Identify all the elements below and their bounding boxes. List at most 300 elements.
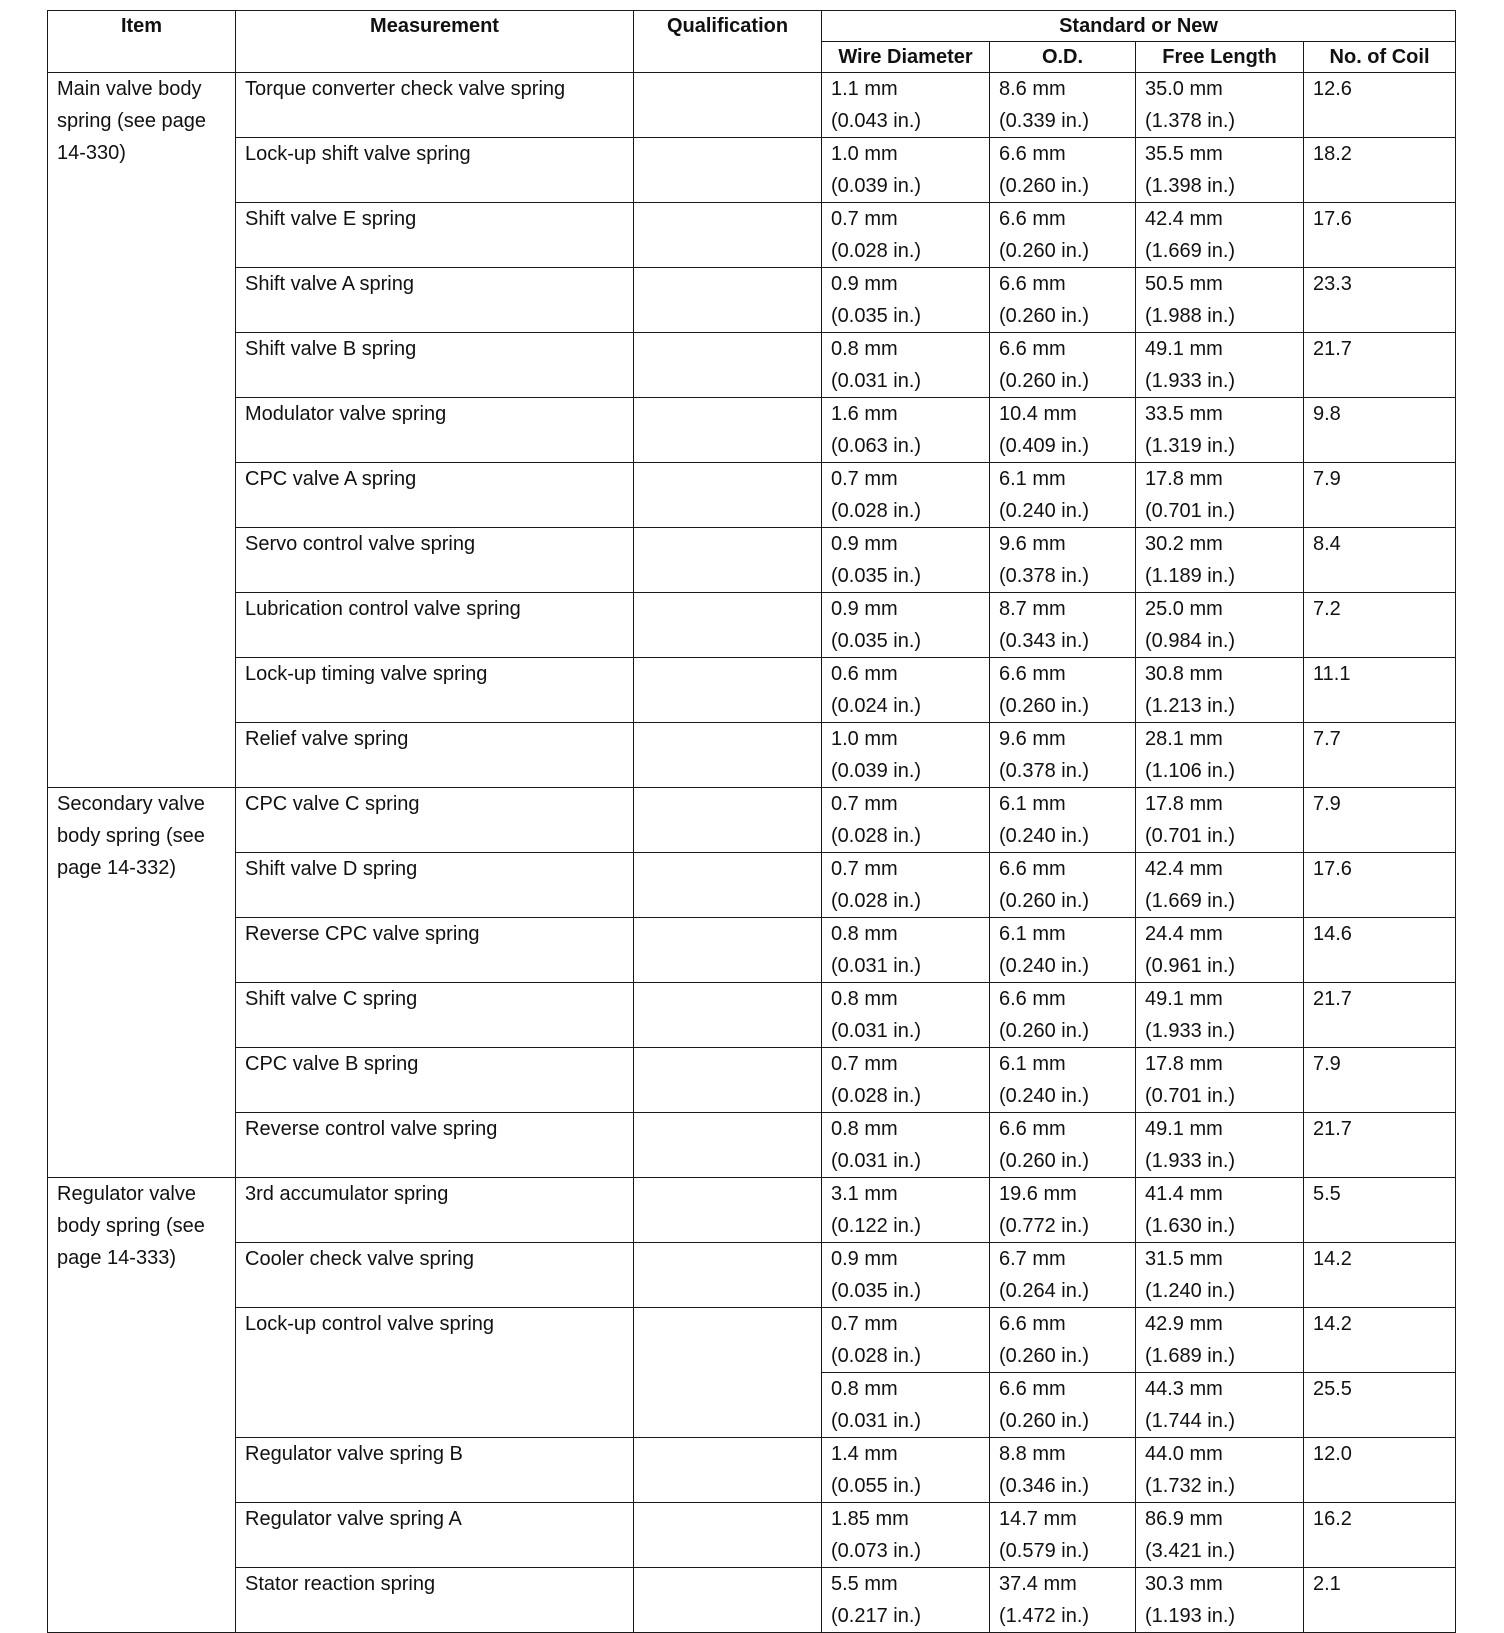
free-length-in: (0.961 in.): [1145, 955, 1236, 977]
od-in: (0.260 in.): [999, 175, 1090, 197]
free-length-cell: [1136, 1373, 1304, 1438]
table-row: [48, 268, 1456, 333]
table-header: [48, 11, 1456, 73]
table-row: [48, 1503, 1456, 1568]
free-length-in: (1.933 in.): [1145, 1150, 1236, 1172]
wire-diameter-mm: 0.7 mm: [831, 208, 898, 230]
od-mm: 8.8 mm: [999, 1443, 1066, 1465]
measurement-cell: Regulator valve spring B: [236, 1438, 634, 1503]
od-cell: [990, 1178, 1136, 1243]
od-mm: 9.6 mm: [999, 728, 1066, 750]
wire-diameter-mm: 1.4 mm: [831, 1443, 898, 1465]
wire-diameter-in: (0.024 in.): [831, 695, 922, 717]
wire-diameter-mm: 1.1 mm: [831, 78, 898, 100]
free-length-mm: 49.1 mm: [1145, 988, 1223, 1010]
qualification-cell: [634, 983, 822, 1048]
free-length-in: (1.744 in.): [1145, 1410, 1236, 1432]
od-in: (0.240 in.): [999, 500, 1090, 522]
measurement-cell: Lock-up timing valve spring: [236, 658, 634, 723]
free-length-mm: 42.9 mm: [1145, 1313, 1223, 1335]
table-row: [48, 1568, 1456, 1633]
wire-diameter-cell: [822, 398, 990, 463]
wire-diameter-in: (0.122 in.): [831, 1215, 922, 1237]
coil-count-cell: 14.2: [1304, 1243, 1456, 1308]
free-length-in: (0.984 in.): [1145, 630, 1236, 652]
measurement-cell: 3rd accumulator spring: [236, 1178, 634, 1243]
qualification-cell: [634, 853, 822, 918]
measurement-cell: CPC valve A spring: [236, 463, 634, 528]
free-length-in: (1.630 in.): [1145, 1215, 1236, 1237]
table-row: [48, 723, 1456, 788]
measurement-cell: Reverse CPC valve spring: [236, 918, 634, 983]
wire-diameter-cell: [822, 853, 990, 918]
od-cell: [990, 1308, 1136, 1373]
wire-diameter-cell: [822, 1113, 990, 1178]
qualification-cell: [634, 268, 822, 333]
coil-count-cell: 9.8: [1304, 398, 1456, 463]
qualification-cell: [634, 138, 822, 203]
free-length-mm: 44.3 mm: [1145, 1378, 1223, 1400]
od-mm: 9.6 mm: [999, 533, 1066, 555]
item-group-cell: Regulator valve body spring (see page 14-333): [48, 1178, 236, 1633]
free-length-in: (1.398 in.): [1145, 175, 1236, 197]
free-length-cell: [1136, 788, 1304, 853]
qualification-cell: [634, 788, 822, 853]
free-length-mm: 17.8 mm: [1145, 468, 1223, 490]
wire-diameter-mm: 0.7 mm: [831, 1313, 898, 1335]
wire-diameter-in: (0.031 in.): [831, 1150, 922, 1172]
free-length-in: (3.421 in.): [1145, 1540, 1236, 1562]
measurement-cell: Modulator valve spring: [236, 398, 634, 463]
wire-diameter-mm: 0.9 mm: [831, 598, 898, 620]
free-length-mm: 24.4 mm: [1145, 923, 1223, 945]
wire-diameter-cell: [822, 1048, 990, 1113]
coil-count-cell: 16.2: [1304, 1503, 1456, 1568]
wire-diameter-cell: [822, 1438, 990, 1503]
coil-count-cell: 7.9: [1304, 788, 1456, 853]
od-cell: [990, 658, 1136, 723]
measurement-cell: Shift valve E spring: [236, 203, 634, 268]
free-length-cell: [1136, 1243, 1304, 1308]
od-cell: [990, 528, 1136, 593]
free-length-in: (1.689 in.): [1145, 1345, 1236, 1367]
wire-diameter-mm: 0.8 mm: [831, 338, 898, 360]
wire-diameter-mm: 0.7 mm: [831, 858, 898, 880]
coil-count-cell: 17.6: [1304, 203, 1456, 268]
free-length-mm: 41.4 mm: [1145, 1183, 1223, 1205]
wire-diameter-mm: 0.7 mm: [831, 793, 898, 815]
coil-count-cell: 14.2: [1304, 1308, 1456, 1373]
coil-count-cell: 21.7: [1304, 333, 1456, 398]
wire-diameter-cell: [822, 1178, 990, 1243]
free-length-in: (0.701 in.): [1145, 825, 1236, 847]
od-in: (0.346 in.): [999, 1475, 1090, 1497]
wire-diameter-cell: [822, 138, 990, 203]
qualification-cell: [634, 1243, 822, 1308]
measurement-cell: Cooler check valve spring: [236, 1243, 634, 1308]
od-mm: 8.6 mm: [999, 78, 1066, 100]
od-mm: 6.7 mm: [999, 1248, 1066, 1270]
coil-count-cell: 11.1: [1304, 658, 1456, 723]
header-od: O.D.: [990, 42, 1136, 73]
od-mm: 6.6 mm: [999, 208, 1066, 230]
coil-count-cell: 14.6: [1304, 918, 1456, 983]
free-length-mm: 35.5 mm: [1145, 143, 1223, 165]
free-length-cell: [1136, 593, 1304, 658]
header-qualification: Qualification: [634, 11, 822, 73]
wire-diameter-in: (0.031 in.): [831, 370, 922, 392]
qualification-cell: [634, 658, 822, 723]
od-cell: [990, 1568, 1136, 1633]
coil-count-cell: 12.0: [1304, 1438, 1456, 1503]
wire-diameter-in: (0.031 in.): [831, 955, 922, 977]
measurement-cell: Lock-up shift valve spring: [236, 138, 634, 203]
od-cell: [990, 1438, 1136, 1503]
free-length-cell: [1136, 853, 1304, 918]
coil-count-cell: 12.6: [1304, 73, 1456, 138]
od-mm: 6.6 mm: [999, 1313, 1066, 1335]
measurement-cell: CPC valve B spring: [236, 1048, 634, 1113]
measurement-cell: Relief valve spring: [236, 723, 634, 788]
table-body: [48, 73, 1456, 1633]
od-in: (0.378 in.): [999, 760, 1090, 782]
table-row: [48, 853, 1456, 918]
wire-diameter-mm: 0.9 mm: [831, 1248, 898, 1270]
free-length-in: (0.701 in.): [1145, 1085, 1236, 1107]
coil-count-cell: 21.7: [1304, 983, 1456, 1048]
table-row: [48, 1308, 1456, 1373]
wire-diameter-mm: 0.8 mm: [831, 988, 898, 1010]
wire-diameter-cell: [822, 918, 990, 983]
od-cell: [990, 1243, 1136, 1308]
free-length-in: (1.669 in.): [1145, 890, 1236, 912]
measurement-cell: Stator reaction spring: [236, 1568, 634, 1633]
header-free-length: Free Length: [1136, 42, 1304, 73]
free-length-mm: 17.8 mm: [1145, 1053, 1223, 1075]
free-length-in: (1.189 in.): [1145, 565, 1236, 587]
od-in: (1.472 in.): [999, 1605, 1090, 1627]
od-mm: 10.4 mm: [999, 403, 1077, 425]
free-length-cell: [1136, 268, 1304, 333]
qualification-cell: [634, 1048, 822, 1113]
od-in: (0.260 in.): [999, 890, 1090, 912]
coil-count-cell: 23.3: [1304, 268, 1456, 333]
table-row: [48, 333, 1456, 398]
coil-count-cell: 8.4: [1304, 528, 1456, 593]
wire-diameter-in: (0.028 in.): [831, 825, 922, 847]
od-mm: 19.6 mm: [999, 1183, 1077, 1205]
table-row: [48, 203, 1456, 268]
od-mm: 6.1 mm: [999, 468, 1066, 490]
wire-diameter-mm: 0.7 mm: [831, 468, 898, 490]
coil-count-cell: 7.7: [1304, 723, 1456, 788]
wire-diameter-cell: [822, 593, 990, 658]
free-length-mm: 33.5 mm: [1145, 403, 1223, 425]
measurement-cell: CPC valve C spring: [236, 788, 634, 853]
free-length-mm: 49.1 mm: [1145, 338, 1223, 360]
table-row: [48, 1048, 1456, 1113]
od-cell: [990, 788, 1136, 853]
wire-diameter-mm: 1.85 mm: [831, 1508, 909, 1530]
wire-diameter-cell: [822, 658, 990, 723]
wire-diameter-in: (0.055 in.): [831, 1475, 922, 1497]
wire-diameter-mm: 0.8 mm: [831, 1118, 898, 1140]
free-length-cell: [1136, 1113, 1304, 1178]
free-length-cell: [1136, 1048, 1304, 1113]
table-row: [48, 1438, 1456, 1503]
free-length-in: (1.106 in.): [1145, 760, 1236, 782]
od-cell: [990, 593, 1136, 658]
coil-count-cell: 17.6: [1304, 853, 1456, 918]
free-length-in: (1.988 in.): [1145, 305, 1236, 327]
free-length-in: (1.732 in.): [1145, 1475, 1236, 1497]
wire-diameter-mm: 0.9 mm: [831, 273, 898, 295]
od-in: (0.240 in.): [999, 825, 1090, 847]
free-length-cell: [1136, 1568, 1304, 1633]
free-length-mm: 28.1 mm: [1145, 728, 1223, 750]
wire-diameter-in: (0.028 in.): [831, 890, 922, 912]
free-length-mm: 30.8 mm: [1145, 663, 1223, 685]
od-mm: 8.7 mm: [999, 598, 1066, 620]
table-row: [48, 983, 1456, 1048]
free-length-cell: [1136, 398, 1304, 463]
free-length-cell: [1136, 73, 1304, 138]
od-mm: 6.1 mm: [999, 1053, 1066, 1075]
table-row: [48, 528, 1456, 593]
free-length-mm: 31.5 mm: [1145, 1248, 1223, 1270]
qualification-cell: [634, 1568, 822, 1633]
wire-diameter-cell: [822, 983, 990, 1048]
free-length-cell: [1136, 138, 1304, 203]
wire-diameter-mm: 0.7 mm: [831, 1053, 898, 1075]
od-mm: 6.1 mm: [999, 923, 1066, 945]
od-cell: [990, 398, 1136, 463]
wire-diameter-in: (0.028 in.): [831, 240, 922, 262]
wire-diameter-in: (0.035 in.): [831, 630, 922, 652]
od-cell: [990, 853, 1136, 918]
wire-diameter-cell: [822, 1243, 990, 1308]
measurement-cell: Shift valve B spring: [236, 333, 634, 398]
wire-diameter-mm: 0.9 mm: [831, 533, 898, 555]
od-cell: [990, 918, 1136, 983]
wire-diameter-in: (0.073 in.): [831, 1540, 922, 1562]
od-in: (0.260 in.): [999, 1410, 1090, 1432]
free-length-mm: 42.4 mm: [1145, 858, 1223, 880]
qualification-cell: [634, 1178, 822, 1243]
od-mm: 6.6 mm: [999, 988, 1066, 1010]
free-length-mm: 50.5 mm: [1145, 273, 1223, 295]
free-length-mm: 86.9 mm: [1145, 1508, 1223, 1530]
od-mm: 6.6 mm: [999, 1378, 1066, 1400]
free-length-in: (0.701 in.): [1145, 500, 1236, 522]
qualification-cell: [634, 333, 822, 398]
od-in: (0.579 in.): [999, 1540, 1090, 1562]
header-standard-or-new: Standard or New: [822, 11, 1456, 42]
table-row: [48, 398, 1456, 463]
free-length-cell: [1136, 918, 1304, 983]
od-in: (0.260 in.): [999, 370, 1090, 392]
wire-diameter-cell: [822, 723, 990, 788]
od-in: (0.378 in.): [999, 565, 1090, 587]
od-in: (0.260 in.): [999, 240, 1090, 262]
od-mm: 6.6 mm: [999, 273, 1066, 295]
free-length-mm: 44.0 mm: [1145, 1443, 1223, 1465]
qualification-cell: [634, 463, 822, 528]
wire-diameter-in: (0.217 in.): [831, 1605, 922, 1627]
od-in: (0.260 in.): [999, 305, 1090, 327]
table-row: [48, 658, 1456, 723]
od-in: (0.772 in.): [999, 1215, 1090, 1237]
free-length-cell: [1136, 528, 1304, 593]
od-cell: [990, 1503, 1136, 1568]
table-row: [48, 593, 1456, 658]
wire-diameter-cell: [822, 268, 990, 333]
free-length-cell: [1136, 1308, 1304, 1373]
wire-diameter-cell: [822, 528, 990, 593]
wire-diameter-mm: 0.6 mm: [831, 663, 898, 685]
wire-diameter-cell: [822, 1373, 990, 1438]
wire-diameter-cell: [822, 1503, 990, 1568]
measurement-cell: Lock-up control valve spring: [236, 1308, 634, 1438]
free-length-mm: 42.4 mm: [1145, 208, 1223, 230]
od-cell: [990, 73, 1136, 138]
free-length-mm: 30.2 mm: [1145, 533, 1223, 555]
free-length-mm: 49.1 mm: [1145, 1118, 1223, 1140]
table-row: [48, 138, 1456, 203]
wire-diameter-cell: [822, 1568, 990, 1633]
measurement-cell: Shift valve C spring: [236, 983, 634, 1048]
od-in: (0.339 in.): [999, 110, 1090, 132]
table-row: [48, 73, 1456, 138]
qualification-cell: [634, 528, 822, 593]
qualification-cell: [634, 73, 822, 138]
coil-count-cell: 7.9: [1304, 1048, 1456, 1113]
od-cell: [990, 723, 1136, 788]
wire-diameter-in: (0.028 in.): [831, 1085, 922, 1107]
free-length-cell: [1136, 203, 1304, 268]
wire-diameter-in: (0.028 in.): [831, 500, 922, 522]
table-row: [48, 463, 1456, 528]
qualification-cell: [634, 918, 822, 983]
qualification-cell: [634, 1308, 822, 1438]
od-mm: 6.6 mm: [999, 858, 1066, 880]
od-mm: 6.6 mm: [999, 1118, 1066, 1140]
qualification-cell: [634, 1113, 822, 1178]
free-length-cell: [1136, 1503, 1304, 1568]
wire-diameter-cell: [822, 463, 990, 528]
od-mm: 6.6 mm: [999, 338, 1066, 360]
measurement-cell: Servo control valve spring: [236, 528, 634, 593]
table-row: [48, 1178, 1456, 1243]
coil-count-cell: 18.2: [1304, 138, 1456, 203]
od-mm: 37.4 mm: [999, 1573, 1077, 1595]
qualification-cell: [634, 203, 822, 268]
free-length-cell: [1136, 723, 1304, 788]
coil-count-cell: 2.1: [1304, 1568, 1456, 1633]
wire-diameter-mm: 0.8 mm: [831, 1378, 898, 1400]
wire-diameter-mm: 1.0 mm: [831, 143, 898, 165]
coil-count-cell: 25.5: [1304, 1373, 1456, 1438]
free-length-cell: [1136, 1178, 1304, 1243]
coil-count-cell: 21.7: [1304, 1113, 1456, 1178]
free-length-in: (1.213 in.): [1145, 695, 1236, 717]
table-row: [48, 1243, 1456, 1308]
free-length-cell: [1136, 1438, 1304, 1503]
od-mm: 6.6 mm: [999, 143, 1066, 165]
qualification-cell: [634, 1503, 822, 1568]
od-cell: [990, 983, 1136, 1048]
qualification-cell: [634, 398, 822, 463]
free-length-cell: [1136, 333, 1304, 398]
wire-diameter-cell: [822, 73, 990, 138]
coil-count-cell: 5.5: [1304, 1178, 1456, 1243]
wire-diameter-in: (0.031 in.): [831, 1020, 922, 1042]
wire-diameter-in: (0.039 in.): [831, 760, 922, 782]
header-no-of-coil: No. of Coil: [1304, 42, 1456, 73]
wire-diameter-mm: 1.6 mm: [831, 403, 898, 425]
free-length-mm: 30.3 mm: [1145, 1573, 1223, 1595]
od-cell: [990, 1373, 1136, 1438]
od-in: (0.260 in.): [999, 1345, 1090, 1367]
coil-count-cell: 7.9: [1304, 463, 1456, 528]
table-row: [48, 1113, 1456, 1178]
free-length-in: (1.378 in.): [1145, 110, 1236, 132]
od-cell: [990, 138, 1136, 203]
wire-diameter-in: (0.035 in.): [831, 1280, 922, 1302]
od-cell: [990, 203, 1136, 268]
od-in: (0.343 in.): [999, 630, 1090, 652]
coil-count-cell: 7.2: [1304, 593, 1456, 658]
free-length-in: (1.319 in.): [1145, 435, 1236, 457]
wire-diameter-mm: 0.8 mm: [831, 923, 898, 945]
qualification-cell: [634, 1438, 822, 1503]
measurement-cell: Shift valve D spring: [236, 853, 634, 918]
wire-diameter-mm: 3.1 mm: [831, 1183, 898, 1205]
free-length-mm: 35.0 mm: [1145, 78, 1223, 100]
free-length-mm: 17.8 mm: [1145, 793, 1223, 815]
wire-diameter-in: (0.063 in.): [831, 435, 922, 457]
measurement-cell: Reverse control valve spring: [236, 1113, 634, 1178]
wire-diameter-in: (0.031 in.): [831, 1410, 922, 1432]
free-length-cell: [1136, 463, 1304, 528]
od-cell: [990, 463, 1136, 528]
table-row: [48, 918, 1456, 983]
free-length-cell: [1136, 983, 1304, 1048]
header-item: Item: [48, 11, 236, 73]
header-measurement: Measurement: [236, 11, 634, 73]
wire-diameter-in: (0.043 in.): [831, 110, 922, 132]
wire-diameter-mm: 1.0 mm: [831, 728, 898, 750]
od-mm: 6.1 mm: [999, 793, 1066, 815]
free-length-in: (1.240 in.): [1145, 1280, 1236, 1302]
wire-diameter-cell: [822, 333, 990, 398]
qualification-cell: [634, 593, 822, 658]
wire-diameter-cell: [822, 1308, 990, 1373]
measurement-cell: Regulator valve spring A: [236, 1503, 634, 1568]
od-cell: [990, 1048, 1136, 1113]
wire-diameter-in: (0.028 in.): [831, 1345, 922, 1367]
od-in: (0.260 in.): [999, 695, 1090, 717]
free-length-in: (1.933 in.): [1145, 1020, 1236, 1042]
measurement-cell: Lubrication control valve spring: [236, 593, 634, 658]
measurement-cell: Torque converter check valve spring: [236, 73, 634, 138]
wire-diameter-in: (0.035 in.): [831, 565, 922, 587]
table-row: [48, 788, 1456, 853]
od-in: (0.260 in.): [999, 1020, 1090, 1042]
item-group-cell: Main valve body spring (see page 14-330): [48, 73, 236, 788]
free-length-in: (1.933 in.): [1145, 370, 1236, 392]
od-in: (0.240 in.): [999, 955, 1090, 977]
